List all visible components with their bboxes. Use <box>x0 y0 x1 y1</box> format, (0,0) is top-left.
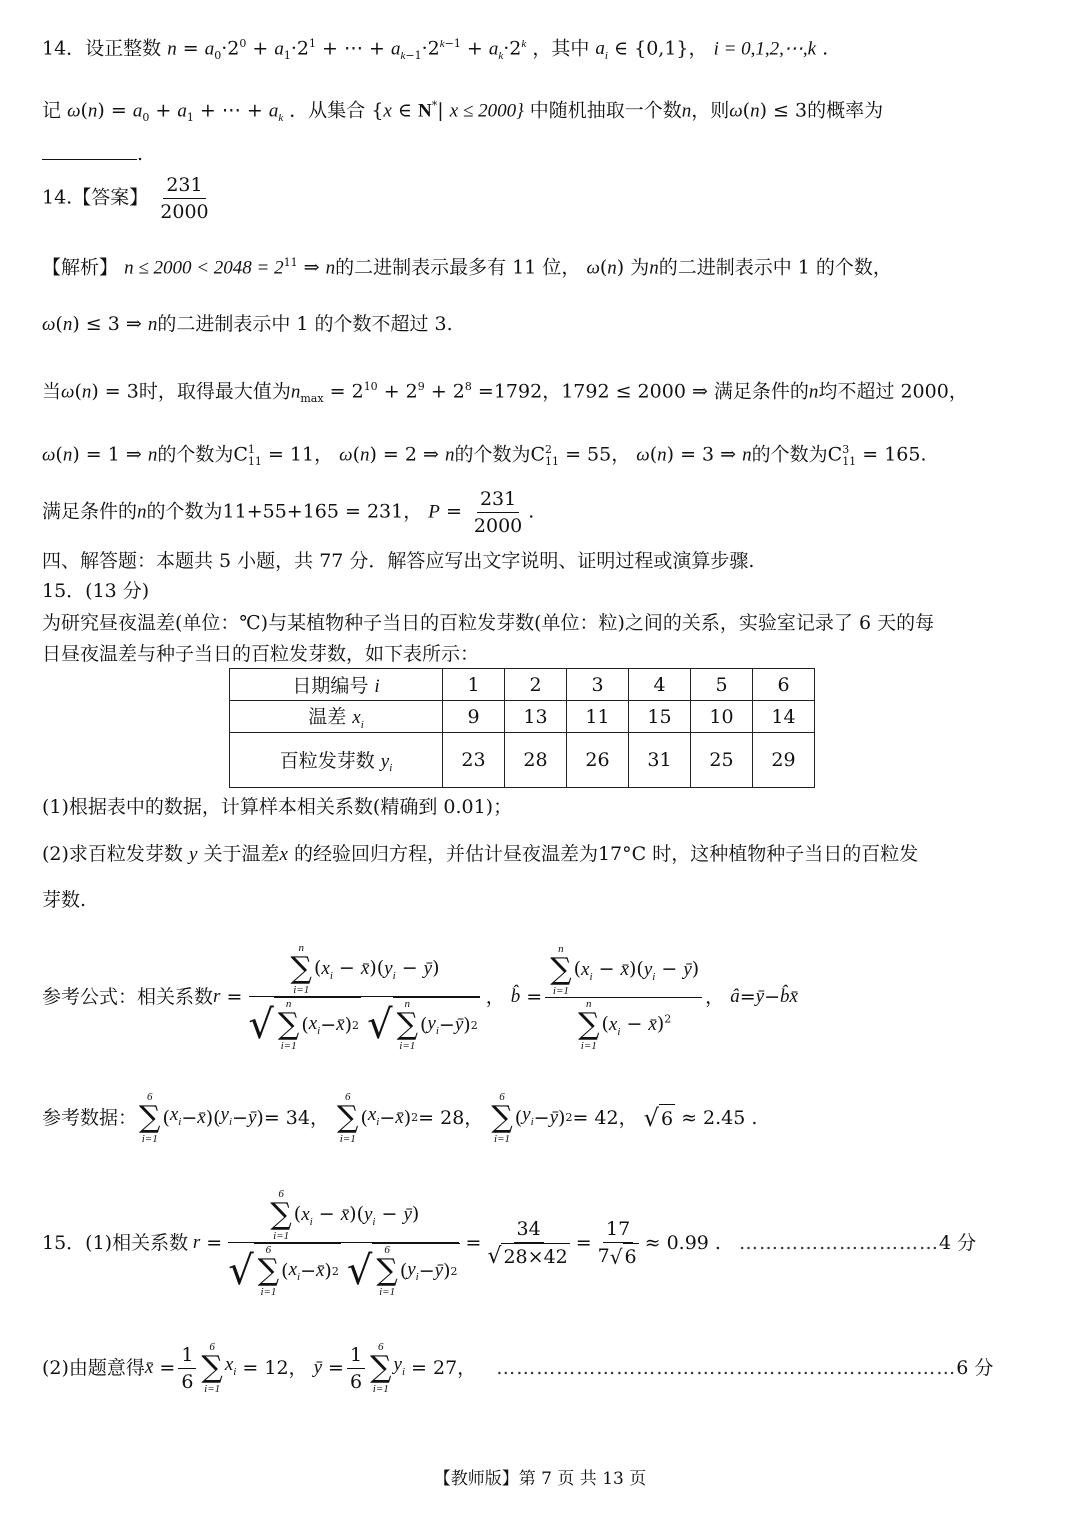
p15-intro-1: 为研究昼夜温差(单位：℃)与某植物种子当日的百粒发芽数(单位：粒)之间的关系，实验室记录了 6 天的每 <box>42 612 935 634</box>
s14-line4: ω(n) = 1 ⇒ n的个数为$C^1_{11} = 11$， ω(n) = 2 ⇒ n的个数为$C^2_{11} = 55$， ω(n) = 3 ⇒ n的个数为$C^3_{11} = 165$. <box>42 443 927 469</box>
p14-set-cond: x ≤ 2000} <box>449 100 524 122</box>
s15-part2: (2)由题意得 x̄ = $\frac{1}{6}$ 6 ∑ i=1 $x_i$ = 12， ȳ = $\frac{1}{6}$ 6 ∑ i=1 $y_i$ = 27， …………………………………………………………… 6 分 <box>42 1341 994 1395</box>
data-table <box>229 668 815 788</box>
p14-then: ，则 <box>691 99 730 122</box>
row-label-germ: 百粒发芽数 $y_i$ <box>230 733 443 788</box>
p14-record: 记 <box>42 99 62 122</box>
s14-line5: 满足条件的n的个数为11+55+165 = 231， P = $\frac{231}{2000}$ . <box>42 488 535 537</box>
reference-data: 参考数据： 6 ∑ i=1 ( $x_i$ − x̄ )( $y_i$ − ȳ ) = 34， 6 ∑ i=1 ( $x_i$ − x̄ ) 2 = 28， 6 ∑ i=1 ( $y_i$ − ȳ ) 2 = 42， √ 6 ≈ 2.45 . <box>42 1091 758 1145</box>
formula-r: n ∑ i=1 ($x_i$ − $x̄)(y_i$ − ȳ) √ n ∑ i=1 ( $x_i$ − x̄ ) 2 √ n ∑ i=1 ( $y_i$ − ȳ ) 2 <box>248 942 478 1052</box>
p14-index-range: i = 0,1,2,⋯,k <box>713 38 817 60</box>
s15-part1: 15．(1)相关系数 r = 6 ∑ i=1 ($x_i$ − $x̄)(y_i$ − ȳ) √ 6 ∑ i=1 ( $x_i$ − x̄ ) 2 √ 6 ∑ i=1 ( $y_i$ − ȳ ) 2 = 34 √ 28×42 = 17 7 √ 6 ≈ 0.99 . ………………………… 4 分 <box>42 1188 977 1298</box>
s15-part1-points: 4 分 <box>938 1232 977 1254</box>
section4-heading: 四、解答题：本题共 5 小题，共 77 分．解答应写出文字说明、证明过程或演算步骤. <box>42 550 755 572</box>
s14-line3: 当ω(n) = 3时，取得最大值为$n_{max} = 2^{10} + 2^9 + 2^8 =1792$，1792 ≤ 2000 ⇒ 满足条件的n均不超过 2000， <box>42 380 968 406</box>
p14-from-set: ．从集合 <box>289 99 366 122</box>
p15-intro-2: 日昼夜温差与种子当日的百粒发芽数，如下表所示： <box>42 643 480 665</box>
p14-pick: 中随机抽取一个数 <box>529 99 682 122</box>
p14-prob-of: 的概率为 <box>807 99 884 122</box>
table-row: 温差 $x_i$ 9 13 11 15 10 14 <box>230 701 815 733</box>
table-row: 日期编号 i 1 2 3 4 5 6 <box>230 669 815 701</box>
answer-blank <box>42 141 137 160</box>
reference-formulas: 参考公式：相关系数 r = n ∑ i=1 ($x_i$ − $x̄)(y_i$ − ȳ) √ n ∑ i=1 ( $x_i$ − x̄ ) 2 √ n ∑ i=1 ( $y_i$ − ȳ ) 2 ， b̂ = n ∑ i=1 ($x_i$ − $x̄)(y_i$ − ȳ) n ∑ i=1 ($x_i$ − x̄)$^2$ ， â = ȳ − b̂x̄ <box>42 942 798 1052</box>
p14-which: ，其中 <box>532 37 590 60</box>
p14-answer-fraction: $\frac{231}{2000}$ <box>160 174 209 223</box>
s15-r-formula: 6 ∑ i=1 ($x_i$ − $x̄)(y_i$ − ȳ) √ 6 ∑ i=1 ( $x_i$ − x̄ ) 2 √ 6 ∑ i=1 ( $y_i$ − ȳ ) 2 <box>228 1188 458 1298</box>
p14-lead: 14．设正整数 <box>42 37 162 60</box>
p14-answer <box>42 172 215 225</box>
s14-line1: 【解析】 $n \le 2000 < 2048 = 2^{11}$ ⇒ n的二进制表示最多有 11 位， ω(n) 为n的二进制表示中 1 的个数， <box>42 256 892 279</box>
table-row: 百粒发芽数 $y_i$ 23 28 26 31 25 29 <box>230 733 815 788</box>
p14-statement: 14．设正整数 $n = a_0\cdot 2^0 + a_1\cdot 2^1$ + ⋯ + $a_{k-1}\cdot 2^{k-1} + a_k\cdot 2^k$ ，其中 $a_i$ ∈ {0,1}， i = 0,1,2,⋯,k . <box>42 37 829 63</box>
formula-b: n ∑ i=1 ($x_i$ − $x̄)(y_i$ − ȳ) n ∑ i=1 ($x_i$ − x̄)$^2$ <box>545 943 702 1052</box>
p15-q2-cont: 芽数. <box>42 889 87 911</box>
p14-set01: {0,1} <box>634 37 689 60</box>
row-label-temp: 温差 $x_i$ <box>230 701 443 733</box>
s14-label: 【解析】 <box>42 256 119 279</box>
p14-answer-blank: . <box>42 140 143 168</box>
p15-header: 15．(13 分) <box>42 580 150 602</box>
s14-probability: $\frac{231}{2000}$ <box>473 488 523 537</box>
p14-answer-label: 14.【答案】 <box>42 186 149 209</box>
p15-q2: (2)求百粒发芽数 y 关于温差x 的经验回归方程，并估计昼夜温差为17°C 时，这种植物种子当日的百粒发 <box>42 843 919 865</box>
page-footer: 【教师版】第 7 页 共 13 页 <box>433 1469 647 1489</box>
row-label-day: 日期编号 i <box>230 669 443 701</box>
s15-r-value: 34 √ 28×42 <box>487 1217 568 1269</box>
p14-statement-2: 记 $\omega(n) = a_0 + a_1$ + ⋯ + $a_k$ ．从集合 {x ∈ N*| x ≤ 2000} 中随机抽取一个数n，则ω(n) ≤ 3的概率为 <box>42 99 884 125</box>
s14-line2: ω(n) ≤ 3 ⇒ n的二进制表示中 1 的个数不超过 3. <box>42 313 453 335</box>
s15-r-simplified: 17 7 √ 6 <box>597 1217 637 1269</box>
p15-q1: (1)根据表中的数据，计算样本相关系数(精确到 0.01)； <box>42 796 513 818</box>
s15-part2-points: 6 分 <box>956 1357 994 1379</box>
